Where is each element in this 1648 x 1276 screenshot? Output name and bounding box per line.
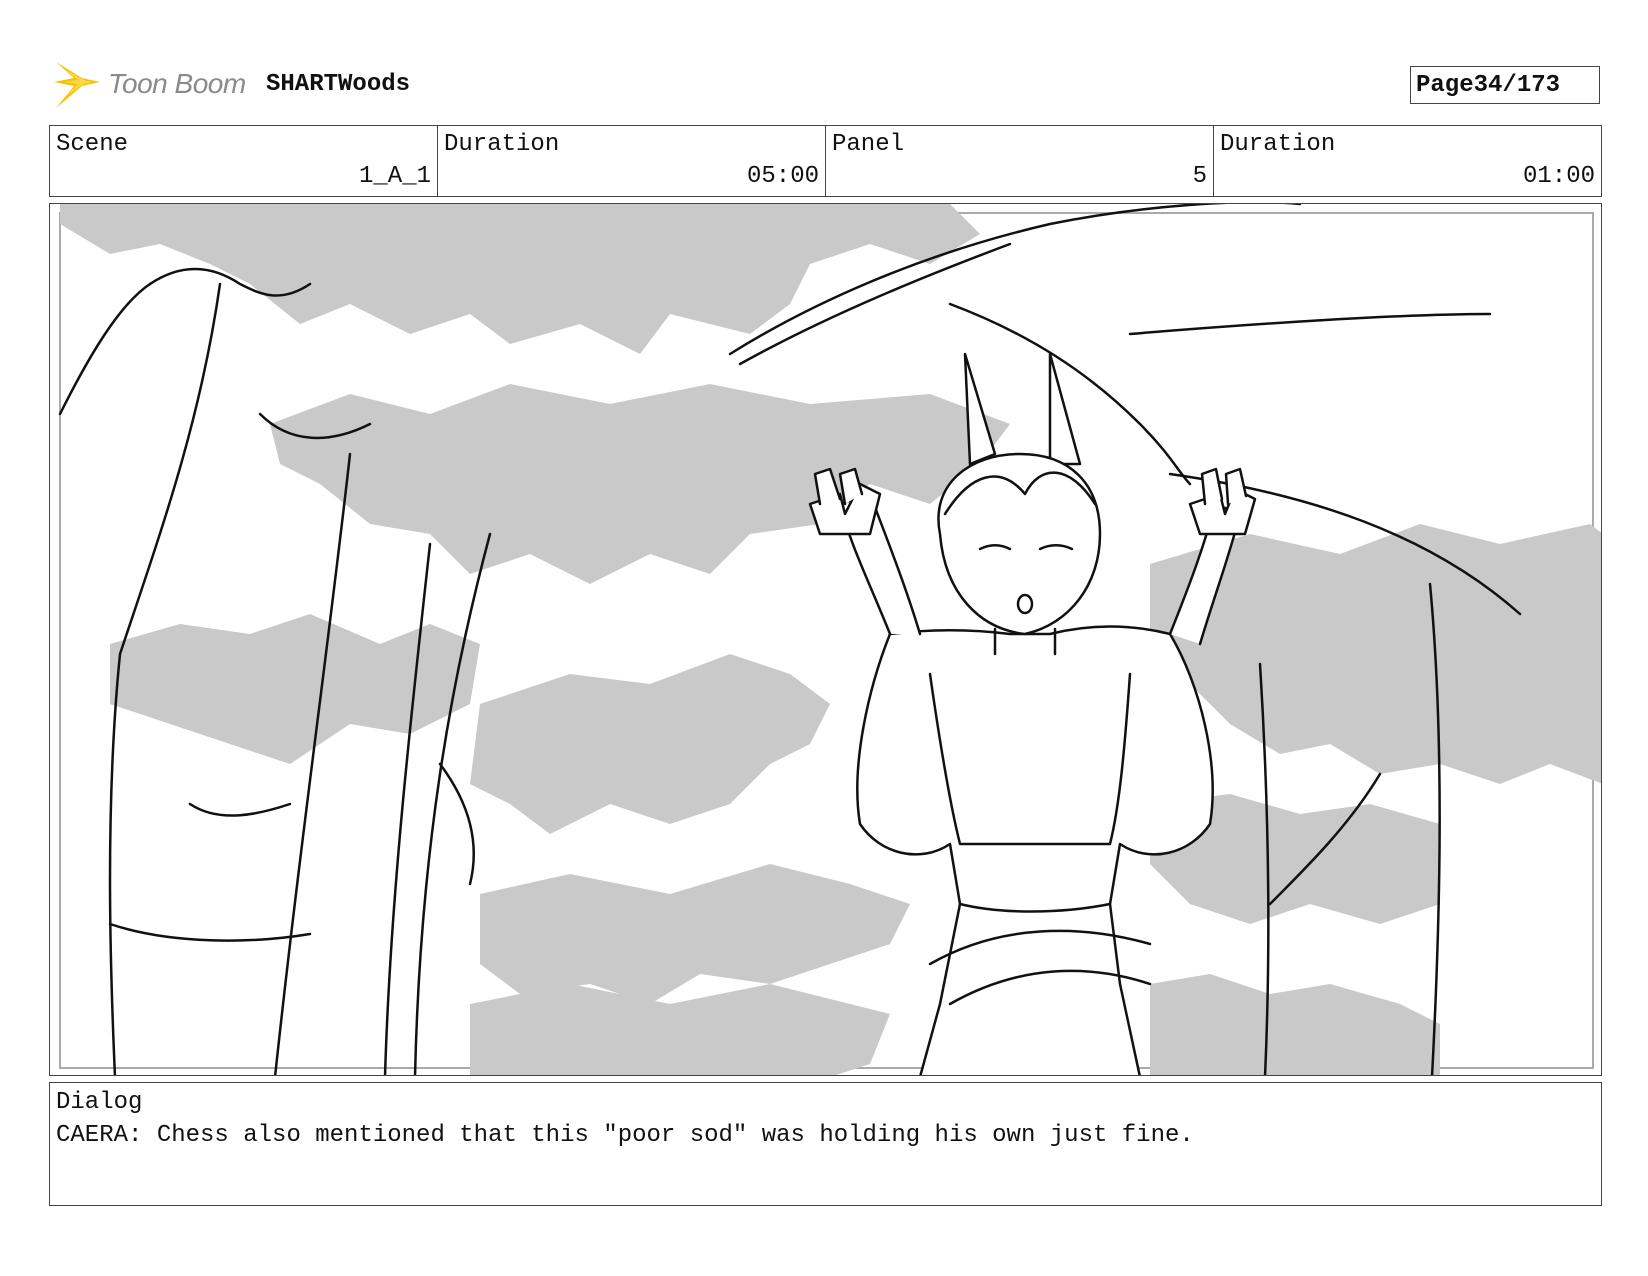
scene-cell xyxy=(50,126,438,196)
panel-duration-cell xyxy=(1214,126,1601,196)
dialog-label: Dialog xyxy=(56,1089,143,1116)
panel-value: 5 xyxy=(1192,163,1207,190)
dialog-text: CAERA: Chess also mentioned that this "poor sod" was holding his own just fine. xyxy=(56,1122,1194,1149)
panel-duration-value: 01:00 xyxy=(1522,163,1595,190)
toon-boom-logo xyxy=(52,56,246,112)
project-title: SHARTWoods xyxy=(266,71,411,98)
storyboard-panel xyxy=(49,203,1602,1076)
panel-cell xyxy=(826,126,1214,196)
logo-text: Toon Boom xyxy=(108,68,246,99)
panel-drawing xyxy=(50,204,1602,1076)
scene-info-table xyxy=(49,125,1602,197)
panel-duration-label: Duration xyxy=(1220,131,1336,158)
scene-duration-cell xyxy=(438,126,826,196)
scene-duration-value: 05:00 xyxy=(746,163,819,190)
scene-duration-label: Duration xyxy=(444,131,560,158)
page-indicator xyxy=(1410,66,1600,104)
page-number: 34/173 xyxy=(1473,71,1561,99)
panel-label: Panel xyxy=(832,131,905,158)
scene-value: 1_A_1 xyxy=(358,163,431,190)
sparkle-star-icon xyxy=(52,56,104,112)
page-label: Page xyxy=(1416,71,1474,99)
scene-label: Scene xyxy=(56,131,129,158)
dialog-box xyxy=(49,1082,1602,1206)
foliage xyxy=(60,204,1602,1076)
